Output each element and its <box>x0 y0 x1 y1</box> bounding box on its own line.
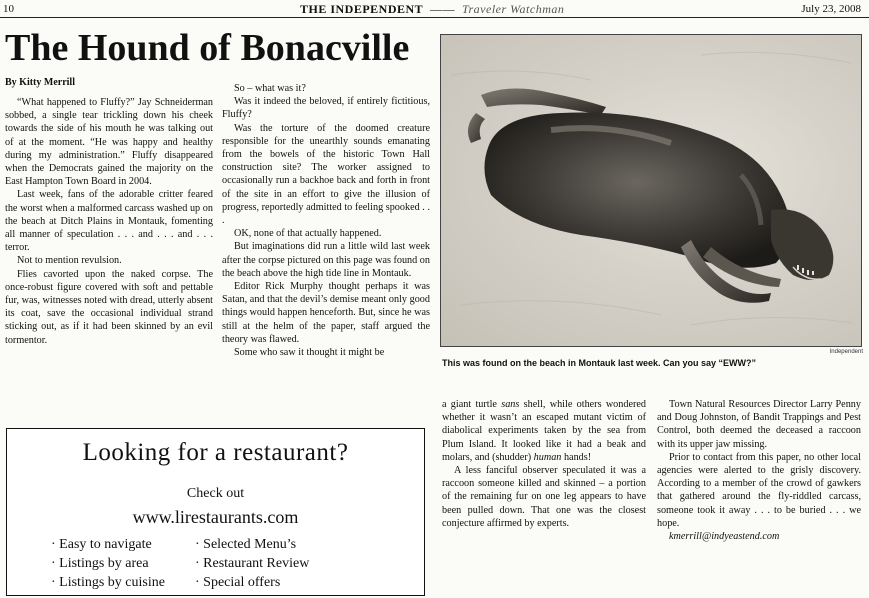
ad-feature-list-left <box>51 535 165 592</box>
paragraph: So – what was it? <box>234 83 306 94</box>
page-number: 10 <box>3 3 14 15</box>
photo-credit: Independent <box>829 349 863 355</box>
list-item: · Listings by cuisine <box>51 573 165 592</box>
photo-caption: This was found on the beach in Montauk last week. Can you say “EWW?” <box>442 358 757 368</box>
paragraph: “What happened to Fluffy?” Jay Schneiderman sobbed, a single tear trickling down his cheek towards the side of his mouth he was talking out of at the moment. “He was happy and healthy during my administration.” Fluffy disappeared when the Democrats gained the majority on the East Hampton Town Board in 2004. <box>5 97 213 188</box>
list-item: · Restaurant Review <box>195 554 309 573</box>
article-column-2 <box>222 82 430 359</box>
list-item: · Listings by area <box>51 554 165 573</box>
paragraph: Editor Rick Murphy thought perhaps it was Satan, and that the devil’s demise meant only good things would happen henceforth. But, since he was still at the helm of the paper, staff argued the theory was flawed. <box>222 281 430 345</box>
publication-masthead: THE INDEPENDENT —— Traveler Watchman <box>300 2 565 16</box>
carcass-illustration <box>441 35 861 346</box>
ad-title: Looking for a restaurant? <box>82 439 349 466</box>
paragraph: Not to mention revulsion. <box>17 255 122 267</box>
header-divider <box>0 17 869 18</box>
article-column-3 <box>442 398 646 530</box>
list-item: · Easy to navigate <box>51 535 165 554</box>
paragraph: Town Natural Resources Director Larry Penny and Doug Johnston, of Bandit Trappings and Pest Control, both deemed the deceased a raccoon with its upper jaw missing. <box>657 399 861 450</box>
article-headline: The Hound of Bonacville <box>5 27 410 69</box>
list-item: · Special offers <box>195 573 309 592</box>
publication-name: THE INDEPENDENT <box>300 2 423 16</box>
paragraph: Some who saw it thought it might be <box>234 347 385 359</box>
paragraph: But imaginations did run a little wild last week after the corpse pictured on this page was found on the beach above the high tide line in Montauk. <box>222 241 430 279</box>
paragraph: Prior to contact from this paper, no other local agencies were alerted to the grisly discovery. According to a member of the crowd of gawkers that gathered around the fly-riddled carcass, someone took it away . . . to be buried . . . we hope. <box>657 451 861 529</box>
paragraph: Last week, fans of the adorable critter feared the worst when a malformed carcass washed up on the beach at Ditch Plains in Montauk, fomenting all manner of speculation . . . and . . . and . . . terror. <box>5 189 213 254</box>
issue-date: July 23, 2008 <box>801 3 861 15</box>
paragraph: a giant turtle sans shell, while others wondered whether it wasn’t an escaped mutant victim of diabolical experiments taken by the sea from Plum Island. It looked like it had a beak and molars, and (shudder) human hands! <box>442 399 646 463</box>
paragraph: OK, none of that actually happened. <box>234 228 382 240</box>
article-column-1 <box>5 96 213 347</box>
list-item: · Selected Menu’s <box>195 535 309 554</box>
ad-url-link[interactable]: www.lirestaurants.com <box>132 507 299 527</box>
paragraph: A less fanciful observer speculated it was a raccoon someone killed and skinned – a portion of the remaining fur on one leg appears to have been pulled down. That one was the closest conjecture affirmed by experts. <box>442 465 646 529</box>
restaurant-advertisement <box>6 428 425 596</box>
paragraph: Was it indeed the beloved, if entirely fictitious, Fluffy? <box>222 96 430 121</box>
publication-subtitle: Traveler Watchman <box>461 2 565 16</box>
ad-check-out: Check out <box>186 486 245 501</box>
paragraph: Flies cavorted upon the naked corpse. The once-robust figure covered with soft and pettable fur, was, witnesses noted with dread, utterly absent its coat, save the occasional individual strand sticking out, as if it had been skinned by an evil tormentor. <box>5 268 213 346</box>
article-column-4 <box>657 398 861 543</box>
author-email[interactable]: kmerrill@indyeastend.com <box>669 531 780 543</box>
paragraph: Was the torture of the doomed creature responsible for the unearthly sounds emanating from the bowels of the historic Town Hall construction site? The worker assigned to occasionally run a backhoe back and forth in front of the site in an effort to give the illusion of progress, reportedly admitted to feeling spooked . . . <box>222 122 430 227</box>
byline: By Kitty Merrill <box>5 77 75 88</box>
ad-feature-list-right <box>195 535 309 592</box>
carcass-photo <box>440 34 862 347</box>
